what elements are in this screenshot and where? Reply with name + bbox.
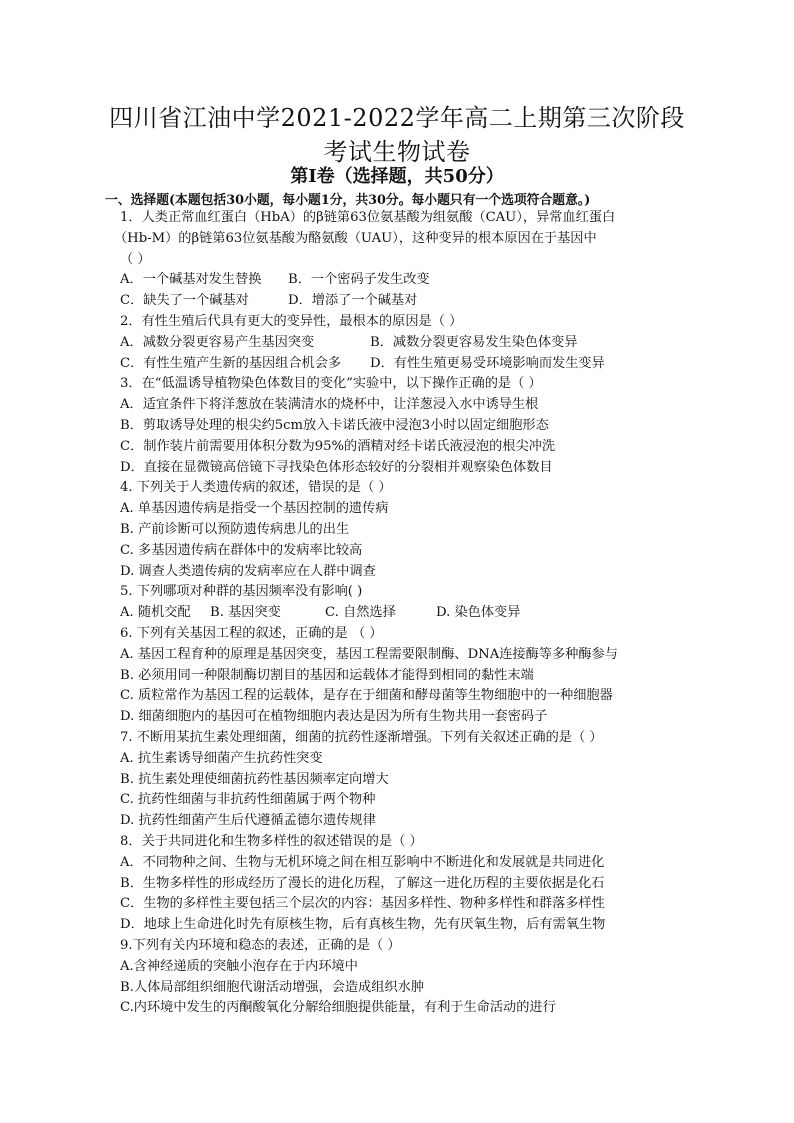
section-title: 第Ⅰ卷（选择题，共50分） bbox=[290, 166, 504, 187]
answer-option: D．直接在显微镜高倍镜下寻找染色体形态较好的分裂相并观察染色体数目 bbox=[120, 459, 553, 475]
answer-option: B. 必须用同一种限制酶切割目的基因和运载体才能得到相同的黏性末端 bbox=[120, 667, 534, 683]
answer-option: D．地球上生命进化时先有原核生物，后有真核生物，先有厌氧生物，后有需氧生物 bbox=[120, 917, 606, 933]
answer-option: A．减数分裂更容易产生基因突变 bbox=[120, 334, 315, 350]
answer-option: D. 调查人类遗传病的发病率应在人群中调查 bbox=[120, 563, 376, 579]
answer-option: C．缺失了一个碱基对 bbox=[120, 293, 249, 309]
answer-option: A．一个碱基对发生替换 bbox=[120, 272, 262, 288]
answer-option: B. 抗生素处理使细菌抗药性基因频率定向增大 bbox=[120, 771, 389, 787]
answer-option: A. 单基因遗传病是指受一个基因控制的遗传病 bbox=[120, 501, 389, 517]
question-stem: 2．有性生殖后代具有更大的变异性，最根本的原因是（ ） bbox=[120, 314, 463, 329]
section-instructions: 一、选择题(本题包括30小题，每小题1分，共30分。每小题只有一个选项符合题意。) bbox=[105, 193, 591, 208]
answer-option: A．适宜条件下将洋葱放在装满清水的烧杯中，让洋葱浸入水中诱导生根 bbox=[120, 397, 539, 413]
answer-option: A. 抗生素诱导细菌产生抗药性突变 bbox=[120, 750, 323, 766]
question-stem: 9.下列有关内环境和稳态的表述，正确的是（ ） bbox=[120, 938, 401, 953]
exam-title-line2: 考试生物试卷 bbox=[323, 138, 471, 166]
answer-option: C. 自然选择 bbox=[325, 605, 396, 621]
answer-option: D. 细菌细胞内的基因可在植物细胞内表达是因为所有生物共用一套密码子 bbox=[120, 709, 548, 725]
answer-option: D．增添了一个碱基对 bbox=[288, 293, 418, 309]
exam-title-line1: 四川省江油中学2021-2022学年高二上期第三次阶段 bbox=[109, 104, 685, 132]
answer-option: D．有性生殖更易受环境影响而发生变异 bbox=[370, 355, 605, 371]
question-stem: 1．人类正常血红蛋白（HbA）的β链第63位氨基酸为组氨酸（CAU），异常血红蛋白 bbox=[120, 210, 616, 225]
answer-option: C．有性生殖产生新的基因组合机会多 bbox=[120, 355, 342, 371]
answer-option: B．生物多样性的形成经历了漫长的进化历程，了解这一进化历程的主要依据是化石 bbox=[120, 875, 605, 891]
answer-option: B．减数分裂更容易发生染色体变异 bbox=[370, 334, 578, 350]
question-stem: 4. 下列关于人类遗传病的叙述，错误的是（ ） bbox=[120, 480, 392, 496]
answer-option: A．不同物种之间、生物与无机环境之间在相互影响中不断进化和发展就是共同进化 bbox=[120, 854, 605, 870]
answer-option: A. 基因工程育种的原理是基因突变，基因工程需要限制酶、DNA连接酶等多种酶参与 bbox=[120, 646, 618, 662]
question-stem: 6. 下列有关基因工程的叙述，正确的是 （ ） bbox=[120, 626, 383, 641]
answer-option: D. 染色体变异 bbox=[436, 605, 521, 621]
answer-option: B. 基因突变 bbox=[210, 605, 281, 621]
answer-option: A.含神经递质的突触小泡存在于内环境中 bbox=[120, 958, 358, 974]
answer-option: C. 抗药性细菌与非抗药性细菌属于两个物种 bbox=[120, 792, 376, 808]
answer-option: B.人体局部组织细胞代谢活动增强，会造成组织水肿 bbox=[120, 979, 425, 995]
answer-option: C. 质粒常作为基因工程的运载体，是存在于细菌和酵母菌等生物细胞中的一种细胞器 bbox=[120, 688, 613, 704]
question-stem: （ ） bbox=[120, 251, 151, 267]
answer-option: B．一个密码子发生改变 bbox=[288, 272, 430, 288]
answer-option: C．生物的多样性主要包括三个层次的内容：基因多样性、物种多样性和群落多样性 bbox=[120, 896, 605, 912]
question-stem: 7. 不断用某抗生素处理细菌，细菌的抗药性逐渐增强。下列有关叙述正确的是（ ） bbox=[120, 730, 603, 745]
answer-option: B．剪取诱导处理的根尖约5cm放入卡诺氏液中浸泡3小时以固定细胞形态 bbox=[120, 418, 549, 433]
answer-option: B. 产前诊断可以预防遗传病患儿的出生 bbox=[120, 522, 350, 537]
answer-option: C．制作装片前需要用体积分数为95%的酒精对经卡诺氏液浸泡的根尖冲洗 bbox=[120, 438, 556, 454]
question-stem: （Hb-M）的β链第63位氨基酸为酪氨酸（UAU），这种变异的根本原因在于基因中 bbox=[114, 230, 597, 246]
answer-option: A. 随机交配 bbox=[120, 605, 191, 621]
question-stem: 8．关于共同进化和生物多样性的叙述错误的是（ ） bbox=[120, 834, 423, 849]
answer-option: D. 抗药性细菌产生后代遵循孟德尔遗传规律 bbox=[120, 813, 376, 829]
answer-option: C.内环境中发生的丙酮酸氧化分解给细胞提供能量，有利于生命活动的进行 bbox=[120, 1000, 556, 1016]
question-stem: 5. 下列哪项对种群的基因频率没有影响( ) bbox=[120, 584, 363, 600]
answer-option: C. 多基因遗传病在群体中的发病率比较高 bbox=[120, 542, 363, 558]
question-stem: 3．在“低温诱导植物染色体数目的变化”实验中，以下操作正确的是（ ） bbox=[120, 376, 542, 392]
